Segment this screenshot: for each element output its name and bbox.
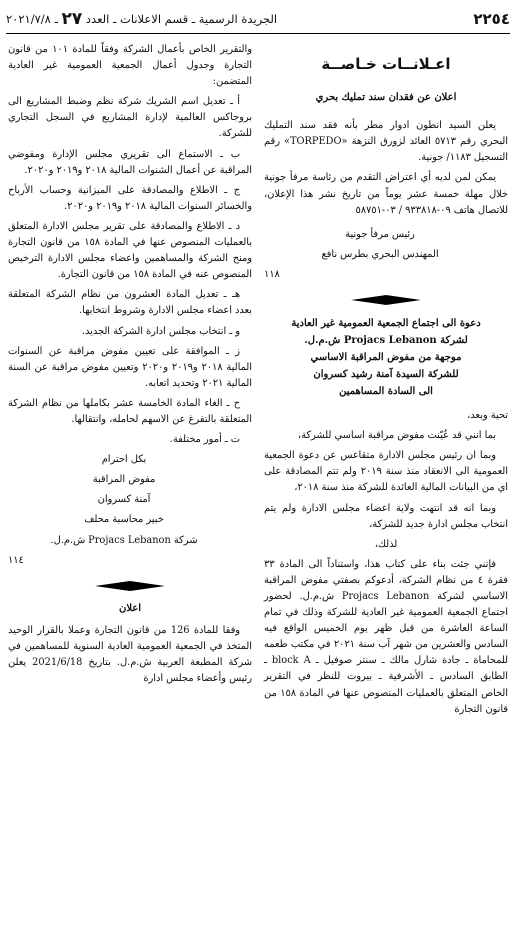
ad1-paragraph-2: يمكن لمن لديه أي اعتراض التقدم من رئاسة مرفأ جونية خلال مهلة خمسة عشر يوماً من تاريخ نشر هذا الإعلان، للاتصال هاتف ٠٩-٩٣٣٨١٨ / ٠٣-٥٨٧٥١: [264, 172, 508, 216]
ad2-therefore: لذلك،: [374, 538, 398, 550]
agenda-item: ت ـ أمور مختلفة.: [169, 434, 240, 446]
diamond-rule-icon: [95, 581, 165, 591]
ad2-paragraph-3: وبما انه قد انتهت ولاية اعضاء مجلس الادارة ولم يتم انتخاب مجلس ادارة جديد للشركة،: [264, 502, 508, 530]
page-header: [6, 8, 510, 34]
signature-line-4: خبير محاسبة محلف: [84, 514, 164, 526]
agenda-item: ج ـ الاطلاع والمصادقة على الميزانية وحساب الأرباح والخسائر السنوات المالية ٢٠١٨ و٢٠١٩ و٢٠٢٠.: [8, 184, 252, 212]
diamond-rule-icon: [351, 295, 421, 305]
agenda-item: و ـ انتخاب مجلس ادارة الشركة الجديد.: [81, 325, 240, 337]
right-column: [264, 42, 508, 722]
ad2-title-line-3: موجهة من مفوض المراقبة الاساسي: [310, 352, 462, 364]
issue-number: ٢٧: [61, 9, 83, 29]
ad2-number: ١١٤: [8, 554, 24, 566]
page-number: ٢٢٥٤: [473, 10, 510, 28]
ad2-title-line-2: لشركة Projacs Lebanon ش.م.ل.: [304, 335, 468, 347]
signature-line-2: مفوض المراقبة: [92, 474, 156, 486]
separator-ornament: [8, 581, 252, 591]
signature-line-1: بكل احترام: [101, 454, 147, 466]
agenda-item: ز ـ الموافقة على تعيين مفوض مراقبة عن السنوات المالية ٢٠١٨ و٢٠١٩ و٢٠٢٠ وتعيين مفوض مراقبة عن السنة المالية ٢٠٢١ وتحديد اتعابه.: [8, 345, 252, 389]
ad2-title-line-1: دعوة الى اجتماع الجمعية العمومية غير العادية: [291, 318, 481, 330]
ad3-paragraph-1: وفقا للمادة 126 من قانون التجارة وعملا بالقرار الوحيد المتخذ في الجمعية العمومية العادية السنوية للمساهمين في شركة المطبعة العربية ش.م.ل. بتاريخ 2021/6/18 يعلن رئيس وأعضاء مجلس ادارة: [8, 624, 252, 685]
ad2-paragraph-4: فإنني جئت بناء على كتاب هذا، واستناداً الى المادة ٣٣ فقرة ٤ من نظام الشركة، أدعوكم بصفتي مفوض المراقبة الاساسي لشركة Projacs Lebanon ش.م.ل. لحضور اجتماع الجمعية العمومية غير العادية للشركة وذلك في تمام الساعة العاشرة من قبل ظهر يوم الخميس الواقع فيه السادس والعشرين من شهر آب سنة ٢٠٢١ في مكتب طعمه للمحاماة ـ جادة شارل مالك ـ سنتر صوفيل ـ block A ـ الطابق السادس ـ الأشرفية ـ بيروت للنظر في التقرير الخاص المتعلق بالعمليات المنصوص عنها في المادة ١٥٨ من قانون التجارة: [264, 558, 508, 715]
ad1-number: ١١٨: [264, 268, 280, 280]
agenda-item: ب ـ الاستماع الى تقريري مجلس الإدارة ومفوضي المراقبة عن أعمال الشنوات المالية ٢٠١٨ و٢٠١٩ و٢٠٢٠.: [8, 148, 252, 176]
issue-date: ـ ٢٠٢١/٧/٨: [6, 12, 58, 26]
separator-ornament: [264, 295, 508, 305]
signature-line-5: شركة Projacs Lebanon ش.م.ل.: [50, 534, 198, 546]
ad1-signature-2: المهندس البحري بطرس نافع: [321, 248, 439, 260]
ad2-title: [264, 315, 508, 400]
agenda-intro: والتقرير الخاص بأعمال الشركة وفقاً للمادة ١٠١ من قانون التجارة وجدول أعمال الجمعية العمومية غير العادية المتضمن:: [8, 44, 252, 88]
ad1-title: اعلان عن فقدان سند تمليك بحري: [315, 92, 457, 104]
agenda-item: ح ـ الغاء المادة الخامسة عشر بكاملها من نظام الشركة المتعلقة بالتفرغ عن الاسهم لحامله، وانتقالها.: [8, 397, 252, 425]
gazette-name: الجريدة الرسمية ـ قسم الاعلانات ـ العدد: [85, 12, 278, 26]
ad2-title-line-4: للشركة السيدة آمنة رشيد كسروان: [313, 369, 459, 381]
ad1-paragraph-1: يعلن السيد انطون ادوار مطر بأنه فقد سند التمليك البحري رقم ٥٧١٣ العائد لزورق النزهة «TORPEDO» رقم التسجيل ١١٨٣/ جونية.: [264, 120, 509, 164]
header-text: [6, 9, 277, 29]
ad2-greeting: تحية وبعد،: [467, 410, 508, 422]
section-title: اعـلانــات خـاصــة: [321, 55, 451, 73]
ad2-paragraph-2: وبما ان رئيس مجلس الادارة متقاعس عن دعوة الجمعية العمومية الى الانعقاد منذ سنة ٢٠١٩ ولم تتم المصادقة على اي من البيانات المالية العائدة للشركة منذ سنة ٢٠١٨،: [264, 450, 508, 494]
ad2-title-line-5: الى السادة المساهمين: [339, 386, 433, 398]
left-column: [8, 42, 252, 691]
agenda-item: أ ـ تعديل اسم الشريك شركة نظم وضبط المشاريع الى بروجاكس العالمية لإدارة المشاريع في السجل التجاري للشركة.: [8, 96, 252, 140]
agenda-item: د ـ الاطلاع والمصادقة على تقرير مجلس الادارة المتعلق بالعمليات المنصوص عنها في المادة ١٥٨ من قانون التجارة ومنح الشركة والمساهمين واعضاء مجلس الادارة الترخيص المنصوص عنه في المادة ١٥٨ من قانون التجارة.: [8, 220, 252, 281]
ad2-paragraph-1: بما انني قد عُيّنت مفوض مراقبة اساسي للشركة،: [297, 430, 496, 442]
signature-line-3: آمنة كسروان: [97, 494, 151, 506]
ad1-signature-1: رئيس مرفأ جونية: [345, 228, 415, 240]
ad3-title: اعلان: [118, 602, 142, 614]
agenda-item: هـ ـ تعديل المادة العشرون من نظام الشركة المتعلقة بعدد اعضاء مجلس الادارة وشروط انتخابها.: [8, 289, 252, 317]
